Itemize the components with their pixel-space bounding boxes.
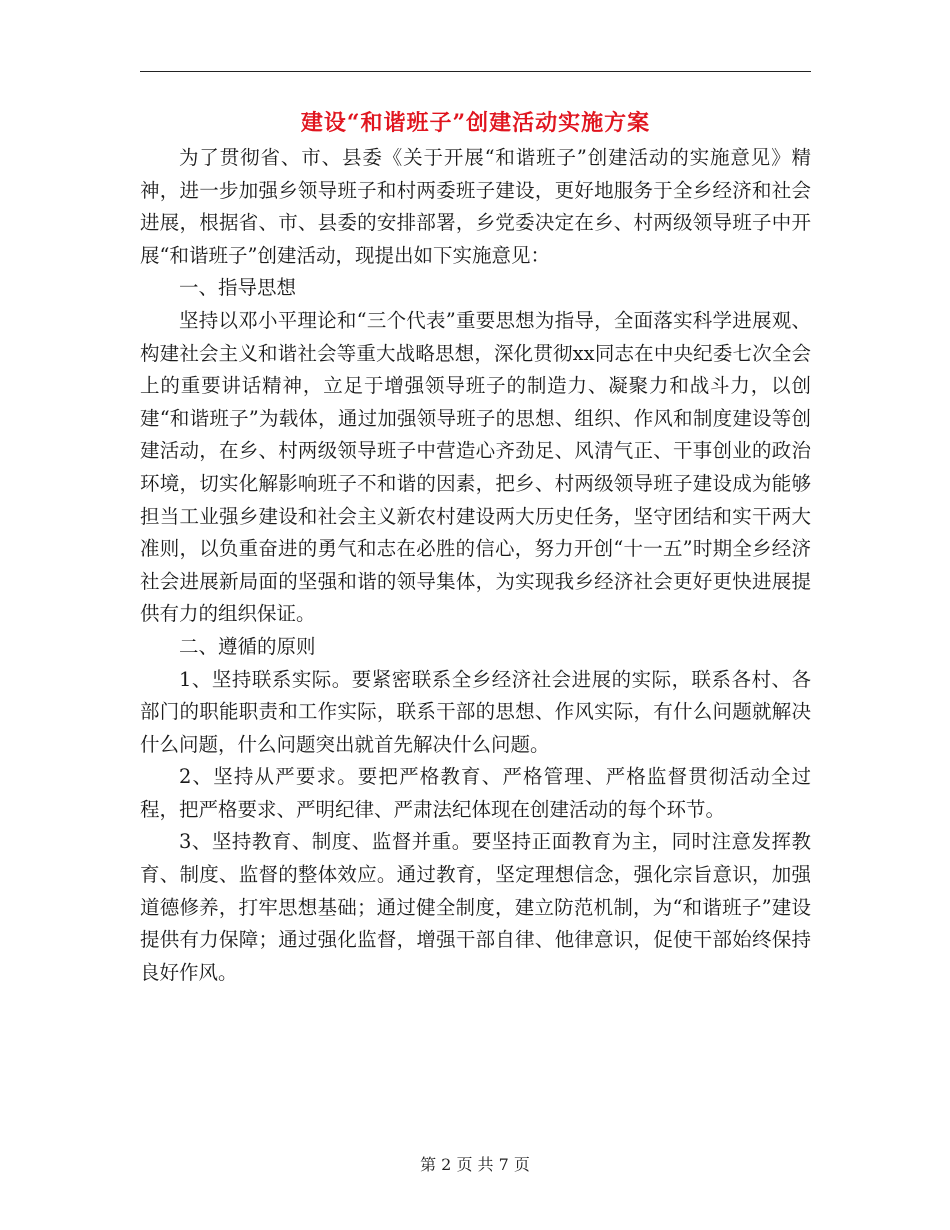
header-rule [140, 71, 811, 72]
principle-paragraph-1: 1、坚持联系实际。要紧密联系全乡经济社会进展的实际，联系各村、各部门的职能职责和工作实际，联系干部的思想、作风实际，有什么问题就解决什么问题，什么问题突出就首先解决什么问题。 [140, 667, 811, 756]
section-heading-principles: 二、遵循的原则 [179, 634, 316, 658]
page-number: 第 2 页 共 7 页 [420, 1155, 530, 1174]
document-title: 建设“和谐班子”创建活动实施方案 [300, 110, 651, 136]
principle-paragraph-2: 2、坚持从严要求。要把严格教育、严格管理、严格监督贯彻活动全过程，把严格要求、严明纪律、严肃法纪体现在创建活动的每个环节。 [140, 765, 811, 821]
document-body [140, 142, 811, 989]
principle-paragraph-3: 3、坚持教育、制度、监督并重。要坚持正面教育为主，同时注意发挥教育、制度、监督的整体效应。通过教育，坚定理想信念，强化宗旨意识，加强道德修养，打牢思想基础；通过健全制度，建立防范机制，为“和谐班子”建设提供有力保障；通过强化监督，增强干部自律、他律意识，促使干部始终保持良好作风。 [140, 830, 811, 984]
guiding-thought-paragraph: 坚持以邓小平理论和“三个代表”重要思想为指导，全面落实科学进展观、构建社会主义和谐社会等重大战略思想，深化贯彻xx同志在中央纪委七次全会上的重要讲话精神，立足于增强领导班子的制造力、凝聚力和战斗力，以创建“和谐班子”为载体，通过加强领导班子的思想、组织、作风和制度建设等创建活动，在乡、村两级领导班子中营造心齐劲足、风清气正、干事创业的政治环境，切实化解影响班子不和谐的因素，把乡、村两级领导班子建设成为能够担当工业强乡建设和社会主义新农村建设两大历史任务，坚守团结和实干两大准则，以负重奋进的勇气和志在必胜的信心，努力开创“十一五”时期全乡经济社会进展新局面的坚强和谐的领导集体，为实现我乡经济社会更好更快进展提供有力的组织保证。 [140, 308, 811, 626]
intro-paragraph: 为了贯彻省、市、县委《关于开展“和谐班子”创建活动的实施意见》精神，进一步加强乡领导班子和村两委班子建设，更好地服务于全乡经济和社会进展，根据省、市、县委的安排部署，乡党委决定在乡、村两级领导班子中开展“和谐班子”创建活动，现提出如下实施意见： [140, 146, 811, 267]
section-heading-guiding-thought: 一、指导思想 [179, 276, 297, 300]
